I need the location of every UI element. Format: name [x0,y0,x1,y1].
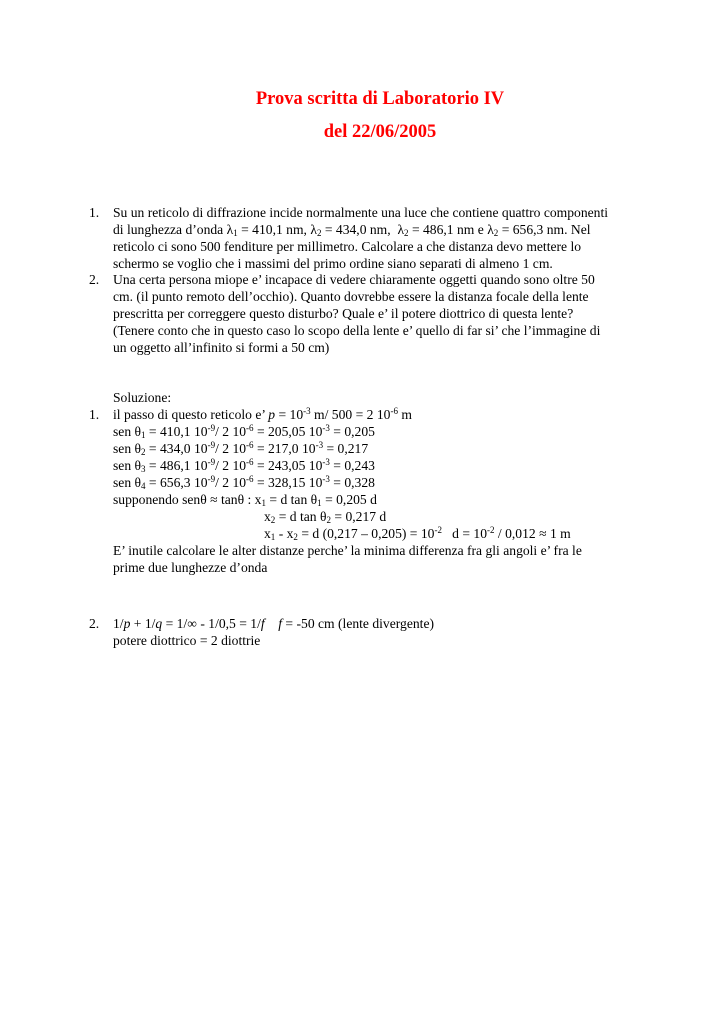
solution-1-line-2: sen $\theta_1 = 410,1$ $10^{-9}/$ 2 $10^{-6} = 205,05$ $10^{-3} = 0,205$ [113,423,375,440]
question-2-number: 2. [89,272,100,287]
question-1-line-2: di lunghezza d’onda $\lambda_1 = 410,1$ nm, $\lambda_2 = 434,0$ nm, $\lambda_2 = 486,1$ nm e $\lambda_2 = 656,3$ nm. Nel [113,222,591,238]
question-2-line-5: un oggetto all’infinito si formi a 50 cm) [113,340,330,355]
question-2-line-4: (Tenere conto che in questo caso lo scopo della lente e’ quello di far si’ che l’immagine di [113,323,601,338]
solution-1-line-5: sen $\theta_4 = 656,3$ $10^{-9}/$ 2 $10^{-6} = 328,15$ $10^{-3} = 0,328$ [113,474,375,491]
solution-1-line-7: $x_2 = d$ $\tan \theta_2 = 0,217$ d [264,509,387,525]
solution-2-line-1: 1/p + 1/q = 1/∞ - 1/0,5 = 1/f f = -50 cm (lente divergente) [113,616,435,631]
solution-1-line-6: supponendo senθ ≈ tanθ : $x_1 = d$ $\tan \theta_1 = 0,205$ d [113,492,377,508]
solution-1-line-1: il passo di questo reticolo e’ $p = 10^{-3}$ m/ 500 = 2 $10^{-6}$ m [113,406,412,422]
solution-2-number: 2. [89,616,100,631]
solution-1-line-4: sen $\theta_3 = 486,1$ $10^{-9}/$ 2 $10^{-6} = 243,05$ $10^{-3} = 0,243$ [113,457,375,474]
question-2-line-1: Una certa persona miope e’ incapace di vedere chiaramente oggetti quando sono oltre 50 [113,272,595,287]
question-1-line-1: Su un reticolo di diffrazione incide normalmente una luce che contiene quattro componenti [113,205,608,220]
document-date: del 22/06/2005 [323,122,437,142]
solution-1-line-9: E’ inutile calcolare le alter distanze perche’ la minima differenza fra gli angoli e’ fra le [113,543,582,558]
solution-2-line-2: potere diottrico = 2 diottrie [113,633,261,648]
solution-1-line-8: $x_1 - x_2 = d$ $(0,217 - 0,205) = 10^{-2}$ $d = 10^{-2} / 0,012 \approx 1$ m [264,525,571,542]
solution-1-line-10: prime due lunghezze d’onda [113,560,268,575]
solution-1-line-3: sen $\theta_2 = 434,0$ $10^{-9}/$ 2 $10^{-6} = 217,0$ $10^{-3} = 0,217$ [113,440,369,457]
solution-heading: Soluzione: [113,390,172,405]
document-title: Prova scritta di Laboratorio IV [255,89,505,109]
question-2-line-2: cm. (il punto remoto dell’occhio). Quanto dovrebbe essere la distanza focale della lente [113,289,589,304]
question-2-line-3: prescritta per correggere questo disturbo? Quale e’ il potere diottrico di questa lente? [113,306,574,321]
question-1-line-4: schermo se voglio che i massimi del primo ordine siano separati di almeno 1 cm. [113,256,553,271]
question-1-number: 1. [89,205,100,220]
solution-1-number: 1. [89,407,100,422]
question-1-line-3: reticolo ci sono 500 fenditure per millimetro. Calcolare a che distanza devo mettere lo [113,239,582,254]
